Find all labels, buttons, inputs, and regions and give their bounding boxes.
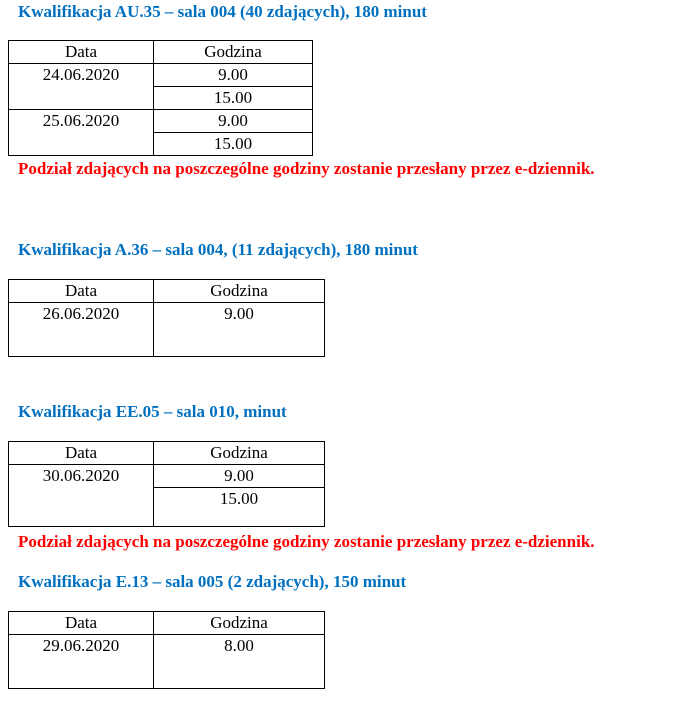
column-header-data: Data: [9, 612, 154, 635]
time-cell: 9.00: [154, 303, 325, 357]
table-row: [9, 64, 313, 87]
table-header-row: [9, 442, 325, 465]
section-e13-heading: Kwalifikacja E.13 – sala 005 (2 zdających), 150 minut: [18, 572, 407, 591]
time-cell: 15.00: [154, 87, 313, 110]
section-au35-table: [8, 40, 313, 156]
section-a36-table: [8, 279, 325, 357]
column-header-godzina: Godzina: [154, 41, 313, 64]
table-row: [9, 303, 325, 357]
date-cell: 24.06.2020: [9, 64, 154, 110]
date-cell: 30.06.2020: [9, 465, 154, 527]
section-ee05-table: [8, 441, 325, 527]
column-header-godzina: Godzina: [154, 442, 325, 465]
table-header-row: [9, 41, 313, 64]
section-a36-heading: Kwalifikacja A.36 – sala 004, (11 zdających), 180 minut: [18, 240, 418, 259]
column-header-data: Data: [9, 41, 154, 64]
time-cell: 9.00: [154, 465, 325, 488]
date-cell: 26.06.2020: [9, 303, 154, 357]
date-cell: 25.06.2020: [9, 110, 154, 156]
column-header-godzina: Godzina: [154, 612, 325, 635]
column-header-data: Data: [9, 442, 154, 465]
time-cell: 15.00: [154, 488, 325, 527]
time-cell: 9.00: [154, 64, 313, 87]
date-cell: 29.06.2020: [9, 635, 154, 689]
column-header-godzina: Godzina: [154, 280, 325, 303]
section-ee05-note: Podział zdających na poszczególne godziny zostanie przesłany przez e-dziennik.: [18, 532, 595, 551]
section-ee05-heading: Kwalifikacja EE.05 – sala 010, minut: [18, 402, 287, 421]
table-header-row: [9, 612, 325, 635]
section-e13-table: [8, 611, 325, 689]
table-row: [9, 635, 325, 689]
column-header-data: Data: [9, 280, 154, 303]
table-header-row: [9, 280, 325, 303]
table-row: [9, 110, 313, 133]
table-row: [9, 465, 325, 488]
section-au35-note: Podział zdających na poszczególne godziny zostanie przesłany przez e-dziennik.: [18, 159, 595, 178]
time-cell: 8.00: [154, 635, 325, 689]
time-cell: 15.00: [154, 133, 313, 156]
section-au35-heading: Kwalifikacja AU.35 – sala 004 (40 zdających), 180 minut: [18, 2, 427, 21]
time-cell: 9.00: [154, 110, 313, 133]
